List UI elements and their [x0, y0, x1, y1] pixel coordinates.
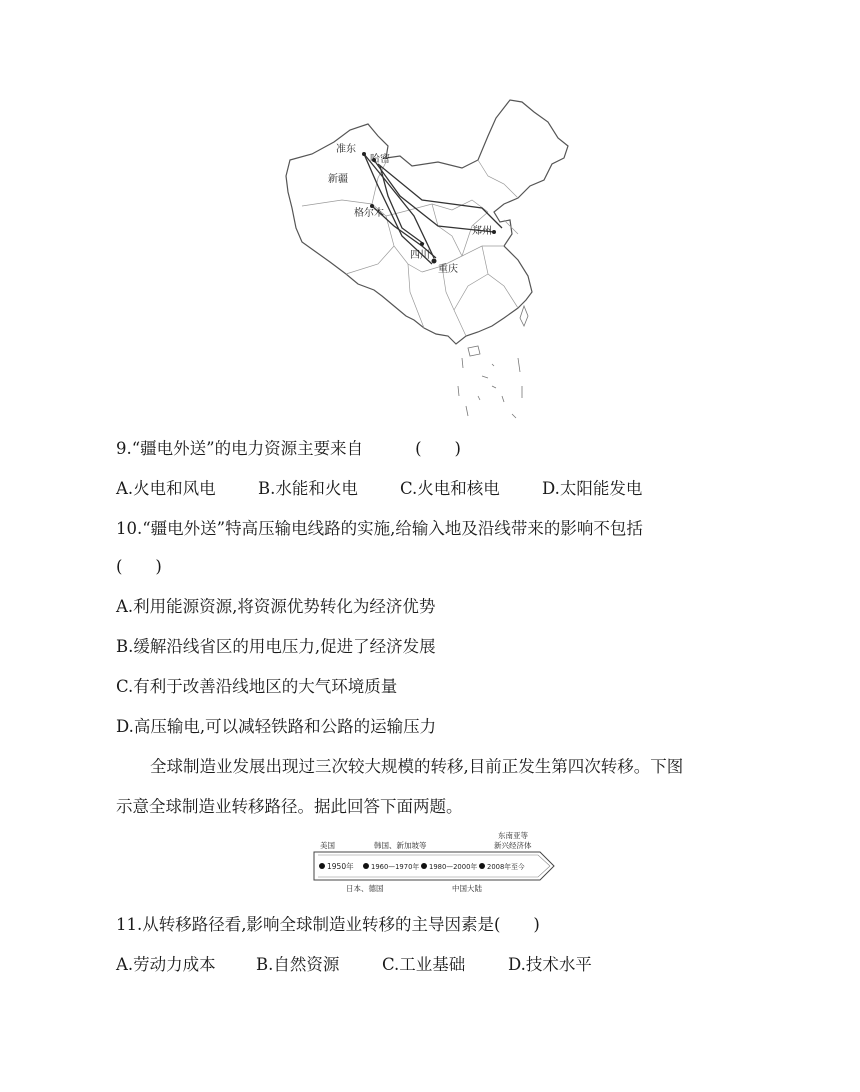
label-zhengzhou: 郑州	[472, 226, 492, 237]
q9-option-c[interactable]: C.火电和核电	[400, 479, 500, 498]
intro-line-1: 全球制造业发展出现过三次较大规模的转移,目前正发生第四次转移。下图	[150, 757, 684, 776]
q10-option-b[interactable]: B.缓解沿线省区的用电压力,促进了经济发展	[116, 637, 436, 656]
period-1950: 1950年	[327, 862, 354, 871]
q11-option-c[interactable]: C.工业基础	[382, 955, 466, 974]
flow-label-southeast-asia: 东南亚等	[498, 831, 528, 840]
transmission-lines	[364, 154, 502, 264]
q11-option-a[interactable]: A.劳动力成本	[116, 955, 216, 974]
flow-label-korea-singapore: 韩国、新加坡等	[374, 841, 427, 850]
flow-label-china-mainland: 中国大陆	[452, 884, 482, 893]
label-chongqing: 重庆	[438, 264, 458, 275]
flow-label-japan-germany: 日本、德国	[346, 884, 384, 893]
question-9-options	[116, 478, 642, 500]
period-1960-1970: 1960—1970年	[371, 863, 420, 871]
q9-option-d[interactable]: D.太阳能发电	[542, 479, 643, 498]
period-2008-present: 2008年至今	[487, 863, 525, 871]
islands	[458, 306, 528, 418]
q10-answer-bracket: ( )	[116, 557, 162, 576]
q9-answer-bracket: ( )	[415, 439, 461, 458]
manufacturing-transfer-diagram	[312, 828, 558, 898]
q11-option-b[interactable]: B.自然资源	[256, 955, 340, 974]
question-9-stem	[116, 438, 461, 460]
intro-line-2: 示意全球制造业转移路径。据此回答下面两题。	[116, 797, 463, 816]
label-hami: 哈密	[370, 154, 390, 165]
china-outline	[286, 100, 568, 344]
transfer-path-svg	[312, 828, 558, 898]
question-10-stem: 10.“疆电外送”特高压输电线路的实施,给输入地及沿线带来的影响不包括	[116, 519, 643, 538]
china-map	[282, 96, 582, 424]
question-11-stem: 11.从转移路径看,影响全球制造业转移的主导因素是( )	[116, 915, 540, 934]
label-zhundong: 准东	[336, 144, 356, 155]
q9-stem-text: 9.“疆电外送”的电力资源主要来自	[116, 439, 364, 458]
label-geermu: 格尔木	[354, 208, 384, 219]
q9-option-a[interactable]: A.火电和风电	[116, 479, 216, 498]
q9-option-b[interactable]: B.水能和火电	[258, 479, 358, 498]
q10-option-c[interactable]: C.有利于改善沿线地区的大气环境质量	[116, 677, 398, 696]
q11-option-d[interactable]: D.技术水平	[508, 955, 592, 974]
period-1980-2000: 1980—2000年	[429, 863, 478, 871]
question-11-options	[116, 954, 592, 976]
label-xinjiang: 新疆	[328, 174, 348, 185]
q10-option-d[interactable]: D.高压输电,可以减轻铁路和公路的运输压力	[116, 717, 437, 736]
china-map-figure	[282, 96, 582, 424]
flow-label-usa: 美国	[320, 841, 335, 850]
label-sichuan: 四川	[410, 250, 430, 261]
q10-option-a[interactable]: A.利用能源资源,将资源优势转化为经济优势	[116, 597, 436, 616]
flow-label-emerging-economies: 新兴经济体	[494, 841, 532, 850]
